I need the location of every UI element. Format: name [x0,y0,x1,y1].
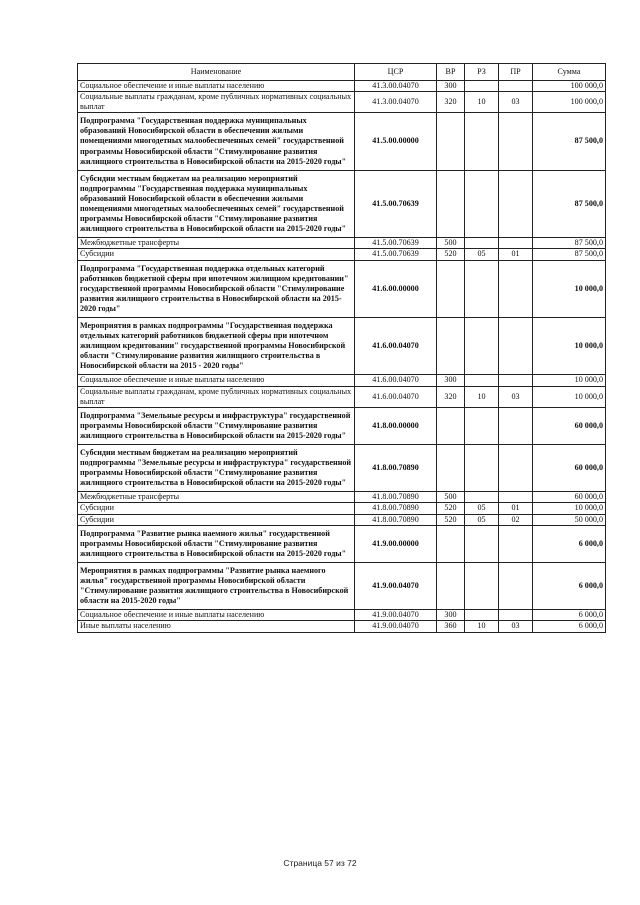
row-pr-cell: 03 [499,92,533,113]
row-rz-cell: 10 [465,621,499,632]
row-csr-cell: 41.8.00.70890 [355,492,437,503]
table-row [78,81,606,92]
row-sum-cell: 6 000,0 [533,610,606,621]
table-body [78,81,606,633]
row-pr-cell [499,407,533,444]
row-pr-cell [499,525,533,562]
header-rz: РЗ [465,64,499,81]
row-rz-cell [465,407,499,444]
row-sum-cell: 60 000,0 [533,492,606,503]
header-name: Наименование [78,64,355,81]
row-pr-cell [499,170,533,238]
row-sum-cell: 50 000,0 [533,514,606,525]
row-name-cell: Социальное обеспечение и иные выплаты населению [78,610,355,621]
row-rz-cell [465,375,499,386]
table-row [78,525,606,562]
row-sum-cell: 87 500,0 [533,113,606,170]
row-name-cell: Межбюджетные трансферты [78,492,355,503]
row-rz-cell [465,238,499,249]
row-vr-cell [437,525,465,562]
row-pr-cell [499,492,533,503]
row-sum-cell: 10 000,0 [533,260,606,317]
header-pr: ПР [499,64,533,81]
table-row [78,562,606,609]
row-rz-cell: 10 [465,92,499,113]
row-name-cell: Социальное обеспечение и иные выплаты населению [78,375,355,386]
table-row [78,113,606,170]
row-name-cell: Субсидии местным бюджетам на реализацию мероприятий подпрограммы "Государственная поддержка муниципальных образований Новосибирской области в обеспечении жилыми помещениями многодетных малообеспеченных семей" государственной программы Новосибирской области "Стимулирование развития жилищного строительства в Новосибирской области на 2015-2020 годы" [78,170,355,238]
row-csr-cell: 41.9.00.04070 [355,610,437,621]
row-vr-cell [437,260,465,317]
row-csr-cell: 41.3.00.04070 [355,92,437,113]
row-vr-cell: 300 [437,375,465,386]
row-vr-cell: 500 [437,238,465,249]
row-rz-cell: 05 [465,514,499,525]
row-vr-cell: 520 [437,514,465,525]
row-vr-cell: 360 [437,621,465,632]
row-vr-cell [437,317,465,374]
row-pr-cell: 02 [499,514,533,525]
row-csr-cell: 41.3.00.04070 [355,81,437,92]
row-vr-cell: 300 [437,81,465,92]
row-name-cell: Подпрограмма "Развитие рынка наемного жилья" государственной программы Новосибирской области "Стимулирование развития жилищного строительства в Новосибирской области на 2015-2020 годы" [78,525,355,562]
table-row [78,238,606,249]
row-name-cell: Социальные выплаты гражданам, кроме публичных нормативных социальных выплат [78,92,355,113]
row-vr-cell: 320 [437,92,465,113]
document-page [77,63,605,633]
row-csr-cell: 41.5.00.70639 [355,238,437,249]
row-rz-cell [465,170,499,238]
row-rz-cell: 05 [465,503,499,514]
row-pr-cell [499,445,533,492]
row-rz-cell [465,260,499,317]
row-csr-cell: 41.8.00.70890 [355,514,437,525]
row-name-cell: Межбюджетные трансферты [78,238,355,249]
row-name-cell: Субсидии [78,249,355,260]
row-pr-cell: 01 [499,249,533,260]
table-row [78,249,606,260]
row-sum-cell: 6 000,0 [533,621,606,632]
row-name-cell: Социальные выплаты гражданам, кроме публичных нормативных социальных выплат [78,386,355,407]
row-name-cell: Мероприятия в рамках подпрограммы "Государственная поддержка отдельных категорий работников бюджетной сферы при ипотечном жилищном кредитовании" государственной программы Новосибирской области "Стимулирование развития жилищного строительства в Новосибирской области на 2015 - 2020 годы" [78,317,355,374]
row-pr-cell [499,238,533,249]
row-pr-cell [499,610,533,621]
table-row [78,317,606,374]
row-pr-cell [499,81,533,92]
row-csr-cell: 41.6.00.00000 [355,260,437,317]
row-csr-cell: 41.9.00.04070 [355,562,437,609]
row-vr-cell: 520 [437,249,465,260]
row-rz-cell: 05 [465,249,499,260]
budget-table [77,63,606,633]
row-vr-cell [437,170,465,238]
row-vr-cell [437,562,465,609]
row-sum-cell: 60 000,0 [533,445,606,492]
row-name-cell: Иные выплаты населению [78,621,355,632]
header-csr: ЦСР [355,64,437,81]
header-vr: ВР [437,64,465,81]
row-pr-cell [499,317,533,374]
row-csr-cell: 41.8.00.70890 [355,503,437,514]
table-row [78,492,606,503]
row-name-cell: Подпрограмма "Земельные ресурсы и инфраструктура" государственной программы Новосибирской области "Стимулирование развития жилищного строительства в Новосибирской области на 2015-2020 годы" [78,407,355,444]
row-rz-cell [465,81,499,92]
table-row [78,445,606,492]
page-number: Страница 57 из 72 [283,858,357,868]
row-name-cell: Подпрограмма "Государственная поддержка муниципальных образований Новосибирской области в обеспечении жилыми помещениями многодетных малообеспеченных семей" государственной программы Новосибирской области "Стимулирование развития жилищного строительства в Новосибирской области на 2015-2020 годы" [78,113,355,170]
table-row [78,610,606,621]
row-vr-cell: 300 [437,610,465,621]
row-csr-cell: 41.9.00.04070 [355,621,437,632]
row-rz-cell [465,445,499,492]
row-sum-cell: 60 000,0 [533,407,606,444]
row-name-cell: Субсидии местным бюджетам на реализацию мероприятий подпрограммы "Земельные ресурсы и инфраструктура" государственной программы Новосибирской области "Стимулирование развития жилищного строительства в Новосибирской области на 2015-2020 годы" [78,445,355,492]
row-pr-cell [499,113,533,170]
row-pr-cell: 03 [499,386,533,407]
row-rz-cell [465,113,499,170]
row-pr-cell: 01 [499,503,533,514]
table-header-row [78,64,606,81]
row-vr-cell [437,407,465,444]
row-sum-cell: 100 000,0 [533,92,606,113]
row-rz-cell [465,525,499,562]
row-name-cell: Социальное обеспечение и иные выплаты населению [78,81,355,92]
row-sum-cell: 87 500,0 [533,238,606,249]
row-vr-cell [437,445,465,492]
row-rz-cell [465,562,499,609]
row-sum-cell: 10 000,0 [533,386,606,407]
row-sum-cell: 10 000,0 [533,375,606,386]
row-vr-cell: 500 [437,492,465,503]
row-csr-cell: 41.5.00.70639 [355,170,437,238]
row-vr-cell: 520 [437,503,465,514]
table-row [78,375,606,386]
row-csr-cell: 41.5.00.00000 [355,113,437,170]
row-name-cell: Субсидии [78,514,355,525]
row-sum-cell: 87 500,0 [533,170,606,238]
table-row [78,386,606,407]
row-name-cell: Субсидии [78,503,355,514]
row-csr-cell: 41.9.00.00000 [355,525,437,562]
table-row [78,170,606,238]
row-sum-cell: 10 000,0 [533,503,606,514]
row-sum-cell: 6 000,0 [533,562,606,609]
row-vr-cell [437,113,465,170]
row-name-cell: Подпрограмма "Государственная поддержка отдельных категорий работников бюджетной сферы при ипотечном жилищном кредитовании" государственной программы Новосибирской области "Стимулирование развития жилищного строительства в Новосибирской области на 2015-2020 годы" [78,260,355,317]
table-row [78,621,606,632]
row-vr-cell: 320 [437,386,465,407]
row-csr-cell: 41.8.00.00000 [355,407,437,444]
row-csr-cell: 41.5.00.70639 [355,249,437,260]
table-row [78,260,606,317]
row-sum-cell: 100 000,0 [533,81,606,92]
row-csr-cell: 41.8.00.70890 [355,445,437,492]
row-sum-cell: 6 000,0 [533,525,606,562]
row-rz-cell [465,317,499,374]
header-sum: Сумма [533,64,606,81]
table-row [78,407,606,444]
row-csr-cell: 41.6.00.04070 [355,386,437,407]
row-pr-cell [499,375,533,386]
row-sum-cell: 87 500,0 [533,249,606,260]
table-row [78,514,606,525]
row-csr-cell: 41.6.00.04070 [355,375,437,386]
row-rz-cell [465,492,499,503]
row-sum-cell: 10 000,0 [533,317,606,374]
table-row [78,503,606,514]
row-name-cell: Мероприятия в рамках подпрограммы "Развитие рынка наемного жилья" государственной программы Новосибирской области "Стимулирование развития жилищного строительства в Новосибирской области на 2015-2020 годы" [78,562,355,609]
table-row [78,92,606,113]
row-rz-cell: 10 [465,386,499,407]
row-pr-cell: 03 [499,621,533,632]
row-pr-cell [499,260,533,317]
row-csr-cell: 41.6.00.04070 [355,317,437,374]
row-pr-cell [499,562,533,609]
row-rz-cell [465,610,499,621]
